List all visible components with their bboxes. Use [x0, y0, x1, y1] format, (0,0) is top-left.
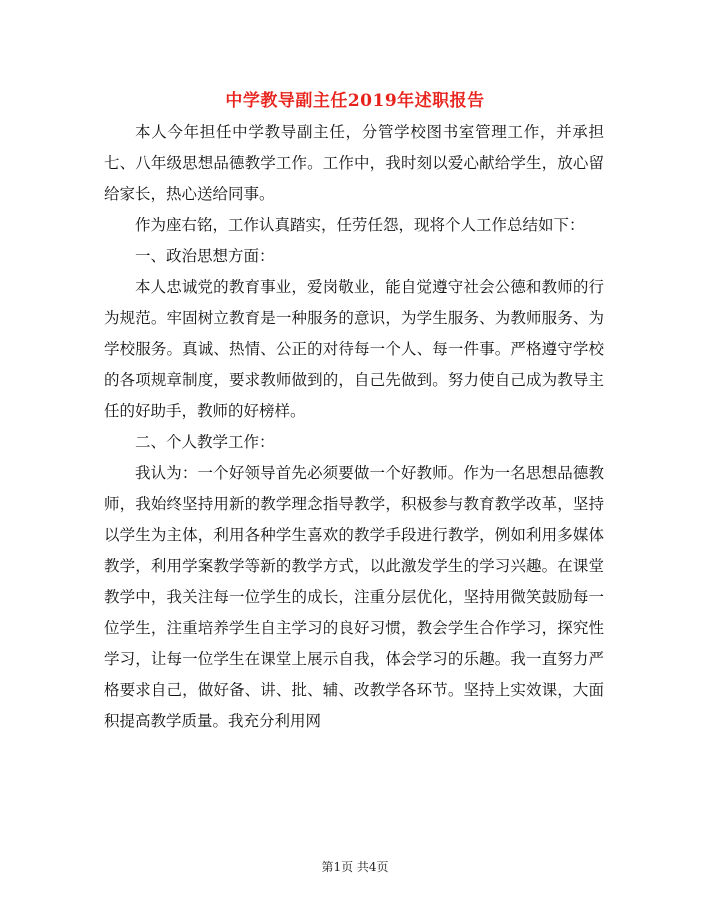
- document-title: 中学教导副主任2019年述职报告: [225, 91, 485, 111]
- document-body: [104, 117, 604, 737]
- paragraph-political: 本人忠诚党的教育事业，爱岗敬业，能自觉遵守社会公德和教师的行为规范。牢固树立教育是一种服务的意识，为学生服务、为教师服务、为学校服务。真诚、热情、公正的对待每一个人、每一件事。严格遵守学校的各项规章制度，要求教师做到的，自己先做到。努力使自己成为教导主任的好助手，教师的好榜样。: [104, 278, 604, 420]
- page-number-footer: 第1页 共4页: [321, 860, 389, 874]
- paragraph-teaching: 我认为：一个好领导首先必须要做一个好教师。作为一名思想品德教师，我始终坚持用新的教学理念指导教学，积极参与教育教学改革，坚持以学生为主体，利用各种学生喜欢的教学手段进行教学，例如利用多媒体教学，利用学案教学等新的教学方式，以此激发学生的学习兴趣。在课堂教学中，我关注每一位学生的成长，注重分层优化，坚持用微笑鼓励每一位学生，注重培养学生自主学习的良好习惯，教会学生合作学习，探究性学习，让每一位学生在课堂上展示自我，体会学习的乐趣。我一直努力严格要求自己，做好备、讲、批、辅、改教学各环节。坚持上实效课，大面积提高教学质量。我充分利用网: [104, 464, 604, 730]
- paragraph-intro: 本人今年担任中学教导副主任，分管学校图书室管理工作，并承担七、八年级思想品德教学工作。工作中，我时刻以爱心献给学生，放心留给家长，热心送给同事。: [104, 123, 604, 203]
- section-heading-teaching: 二、个人教学工作：: [135, 433, 275, 451]
- paragraph-motto: 作为座右铭，工作认真踏实，任劳任怨，现将个人工作总结如下：: [135, 216, 585, 234]
- section-heading-political: 一、政治思想方面：: [135, 247, 275, 265]
